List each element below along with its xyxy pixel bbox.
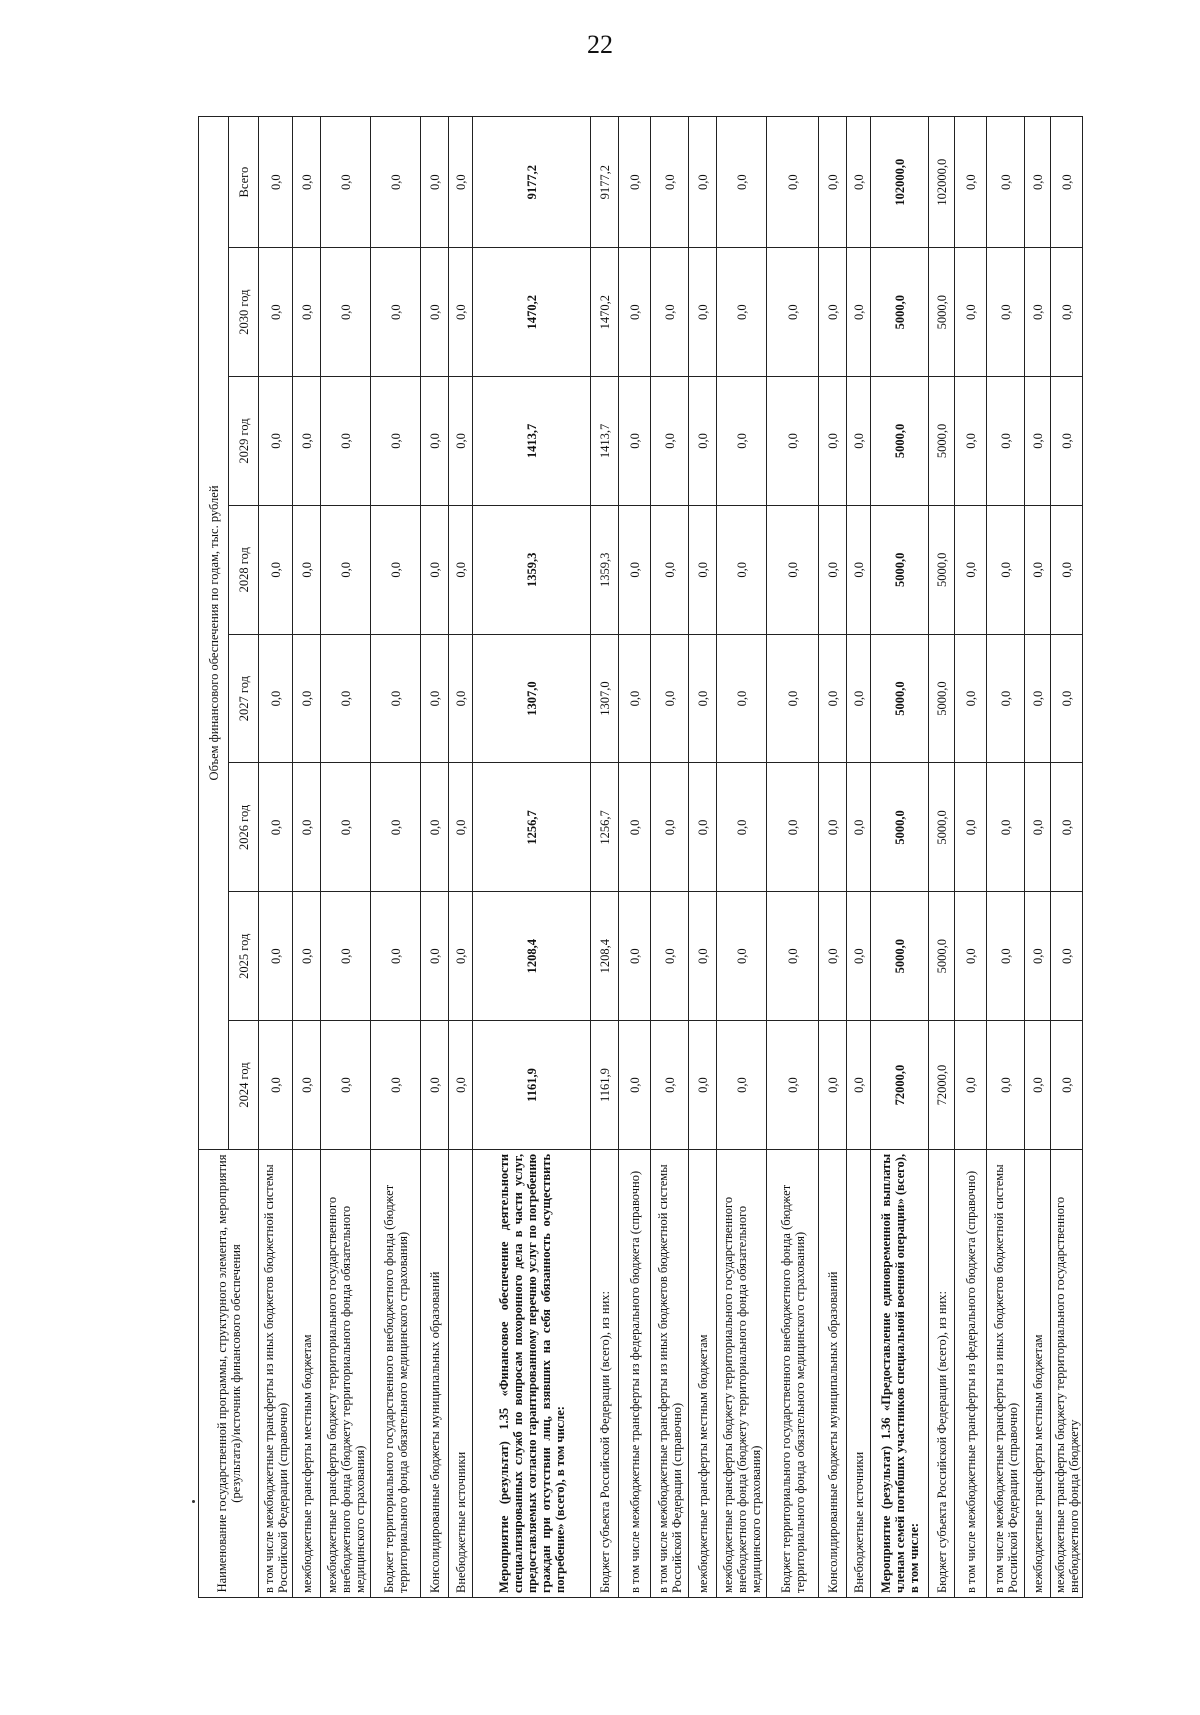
table-row xyxy=(871,117,929,1598)
row-year-value: 0,0 xyxy=(1025,892,1051,1021)
row-year-value: 1208,4 xyxy=(473,892,591,1021)
header-year: 2025 год xyxy=(229,892,259,1021)
row-year-value: 1256,7 xyxy=(473,763,591,892)
row-year-value: 0,0 xyxy=(955,377,987,506)
row-year-value: 0,0 xyxy=(1051,634,1083,763)
row-year-value: 0,0 xyxy=(717,377,767,506)
row-total-value: 0,0 xyxy=(819,117,847,248)
row-year-value: 0,0 xyxy=(619,1021,651,1150)
row-year-value: 1256,7 xyxy=(591,763,619,892)
row-label: межбюджетные трансферты бюджету территориального государственного внебюджетного фонда (бюджету xyxy=(1051,1149,1083,1597)
row-year-value: 0,0 xyxy=(717,892,767,1021)
row-year-value: 0,0 xyxy=(987,763,1025,892)
row-year-value: 0,0 xyxy=(321,634,371,763)
row-year-value: 0,0 xyxy=(987,505,1025,634)
row-year-value: 0,0 xyxy=(847,248,871,377)
row-label: Внебюджетные источники xyxy=(449,1149,473,1597)
row-year-value: 0,0 xyxy=(819,634,847,763)
row-year-value: 0,0 xyxy=(293,892,321,1021)
row-year-value: 0,0 xyxy=(847,763,871,892)
row-year-value: 0,0 xyxy=(717,634,767,763)
row-total-value: 0,0 xyxy=(651,117,689,248)
row-label: Консолидированные бюджеты муниципальных образований xyxy=(421,1149,449,1597)
header-year: 2029 год xyxy=(229,377,259,506)
row-year-value: 72000,0 xyxy=(929,1021,955,1150)
row-total-value: 9177,2 xyxy=(591,117,619,248)
row-year-value: 5000,0 xyxy=(929,634,955,763)
row-year-value: 1161,9 xyxy=(473,1021,591,1150)
row-year-value: 0,0 xyxy=(259,763,293,892)
header-year: 2027 год xyxy=(229,634,259,763)
row-year-value: 0,0 xyxy=(619,892,651,1021)
row-year-value: 5000,0 xyxy=(871,377,929,506)
table-row xyxy=(987,117,1025,1598)
row-year-value: 0,0 xyxy=(371,248,421,377)
table-row xyxy=(321,117,371,1598)
row-year-value: 0,0 xyxy=(689,505,717,634)
row-total-value: 0,0 xyxy=(955,117,987,248)
row-label: Внебюджетные источники xyxy=(847,1149,871,1597)
row-year-value: 0,0 xyxy=(1025,377,1051,506)
row-year-value: 0,0 xyxy=(421,634,449,763)
header-group-label: Объем финансового обеспечения по годам, тыс. рублей xyxy=(199,117,229,1150)
row-year-value: 0,0 xyxy=(689,1021,717,1150)
row-year-value: 5000,0 xyxy=(871,248,929,377)
table-row xyxy=(847,117,871,1598)
scan-speck xyxy=(192,1500,195,1503)
row-year-value: 0,0 xyxy=(449,248,473,377)
row-total-value: 0,0 xyxy=(421,117,449,248)
table-row xyxy=(473,117,591,1598)
table-row xyxy=(1025,117,1051,1598)
row-year-value: 0,0 xyxy=(293,1021,321,1150)
row-total-value: 0,0 xyxy=(321,117,371,248)
row-label: Мероприятие (результат) 1.35 «Финансовое обеспечение деятельности специализированных служб по вопросам похоронного дела в части услуг, предоставляемых согласно гарантированному перечню услуг по погребению граждан при отсутствии лиц, взявших на себя обязанность осуществить погребение» (всего), в том числе: xyxy=(473,1149,591,1597)
header-year: 2030 год xyxy=(229,248,259,377)
row-total-value: 0,0 xyxy=(293,117,321,248)
row-year-value: 0,0 xyxy=(767,377,819,506)
row-year-value: 0,0 xyxy=(259,248,293,377)
row-year-value: 0,0 xyxy=(987,377,1025,506)
table-row xyxy=(1051,117,1083,1598)
row-year-value: 0,0 xyxy=(321,505,371,634)
row-total-value: 102000,0 xyxy=(871,117,929,248)
row-year-value: 0,0 xyxy=(847,1021,871,1150)
row-year-value: 0,0 xyxy=(449,1021,473,1150)
row-label: Бюджет территориального государственного внебюджетного фонда (бюджет территориального фонда обязательного медицинского страхования) xyxy=(767,1149,819,1597)
row-year-value: 5000,0 xyxy=(929,763,955,892)
row-year-value: 0,0 xyxy=(767,1021,819,1150)
row-year-value: 0,0 xyxy=(689,763,717,892)
table-row xyxy=(651,117,689,1598)
row-year-value: 0,0 xyxy=(321,1021,371,1150)
row-year-value: 0,0 xyxy=(449,763,473,892)
row-year-value: 0,0 xyxy=(449,634,473,763)
row-year-value: 0,0 xyxy=(619,505,651,634)
row-year-value: 5000,0 xyxy=(929,377,955,506)
row-year-value: 5000,0 xyxy=(929,248,955,377)
row-year-value: 0,0 xyxy=(1051,892,1083,1021)
header-year: 2026 год xyxy=(229,763,259,892)
row-year-value: 0,0 xyxy=(259,892,293,1021)
row-year-value: 5000,0 xyxy=(871,634,929,763)
row-total-value: 0,0 xyxy=(689,117,717,248)
row-year-value: 0,0 xyxy=(651,505,689,634)
row-year-value: 0,0 xyxy=(955,248,987,377)
row-total-value: 0,0 xyxy=(767,117,819,248)
header-total: Всего xyxy=(229,117,259,248)
row-year-value: 1161,9 xyxy=(591,1021,619,1150)
header-name-column: Наименование государственной программы, структурного элемента, мероприятия (результата)/источник финансового обеспечения xyxy=(199,1149,259,1597)
table-body xyxy=(259,117,1083,1598)
row-year-value: 0,0 xyxy=(717,505,767,634)
row-year-value: 1208,4 xyxy=(591,892,619,1021)
row-label: межбюджетные трансферты бюджету территориального государственного внебюджетного фонда (бюджету территориального фонда обязательного медицинского страхования) xyxy=(717,1149,767,1597)
header-year: 2024 год xyxy=(229,1021,259,1150)
row-year-value: 0,0 xyxy=(987,1021,1025,1150)
row-year-value: 0,0 xyxy=(371,505,421,634)
row-year-value: 0,0 xyxy=(819,1021,847,1150)
table-row xyxy=(591,117,619,1598)
row-year-value: 0,0 xyxy=(767,634,819,763)
page-number: 22 xyxy=(587,30,613,59)
row-year-value: 0,0 xyxy=(1051,377,1083,506)
row-year-value: 0,0 xyxy=(321,248,371,377)
row-year-value: 0,0 xyxy=(421,248,449,377)
row-year-value: 0,0 xyxy=(321,763,371,892)
row-total-value: 0,0 xyxy=(1051,117,1083,248)
row-year-value: 0,0 xyxy=(619,634,651,763)
row-year-value: 72000,0 xyxy=(871,1021,929,1150)
row-year-value: 0,0 xyxy=(293,763,321,892)
row-year-value: 0,0 xyxy=(847,634,871,763)
row-year-value: 0,0 xyxy=(987,892,1025,1021)
row-year-value: 0,0 xyxy=(651,763,689,892)
row-year-value: 0,0 xyxy=(847,505,871,634)
row-total-value: 0,0 xyxy=(371,117,421,248)
table-row xyxy=(293,117,321,1598)
row-year-value: 0,0 xyxy=(449,892,473,1021)
row-label: межбюджетные трансферты местным бюджетам xyxy=(689,1149,717,1597)
table-row xyxy=(689,117,717,1598)
row-year-value: 0,0 xyxy=(321,377,371,506)
row-year-value: 0,0 xyxy=(371,892,421,1021)
row-year-value: 0,0 xyxy=(987,248,1025,377)
row-year-value: 0,0 xyxy=(651,892,689,1021)
table-row xyxy=(717,117,767,1598)
row-total-value: 0,0 xyxy=(987,117,1025,248)
row-year-value: 0,0 xyxy=(819,505,847,634)
row-year-value: 1413,7 xyxy=(591,377,619,506)
table-row xyxy=(767,117,819,1598)
row-label: Мероприятие (результат) 1.36 «Предоставление единовременной выплаты членам семей погибших участников специальной военной операции» (всего), в том числе: xyxy=(871,1149,929,1597)
row-year-value: 0,0 xyxy=(955,1021,987,1150)
row-year-value: 1470,2 xyxy=(473,248,591,377)
row-year-value: 0,0 xyxy=(1051,248,1083,377)
row-year-value: 0,0 xyxy=(819,892,847,1021)
row-year-value: 0,0 xyxy=(619,377,651,506)
row-year-value: 0,0 xyxy=(987,634,1025,763)
row-year-value: 0,0 xyxy=(689,892,717,1021)
row-label: Бюджет субъекта Российской Федерации (всего), из них: xyxy=(591,1149,619,1597)
row-year-value: 0,0 xyxy=(819,763,847,892)
table-header xyxy=(199,117,259,1598)
row-year-value: 5000,0 xyxy=(871,892,929,1021)
row-year-value: 0,0 xyxy=(717,248,767,377)
budget-table xyxy=(198,116,1083,1598)
rotated-table-container xyxy=(198,116,1081,1598)
row-year-value: 0,0 xyxy=(1025,248,1051,377)
row-year-value: 5000,0 xyxy=(929,892,955,1021)
row-year-value: 0,0 xyxy=(371,763,421,892)
row-year-value: 0,0 xyxy=(651,377,689,506)
row-year-value: 0,0 xyxy=(259,377,293,506)
row-year-value: 0,0 xyxy=(955,892,987,1021)
row-year-value: 0,0 xyxy=(1025,634,1051,763)
row-year-value: 1359,3 xyxy=(473,505,591,634)
row-year-value: 1307,0 xyxy=(591,634,619,763)
table-row xyxy=(929,117,955,1598)
row-year-value: 0,0 xyxy=(421,892,449,1021)
row-label: межбюджетные трансферты местным бюджетам xyxy=(293,1149,321,1597)
row-year-value: 0,0 xyxy=(689,377,717,506)
header-year: 2028 год xyxy=(229,505,259,634)
row-year-value: 0,0 xyxy=(651,634,689,763)
row-total-value: 0,0 xyxy=(847,117,871,248)
row-year-value: 0,0 xyxy=(1051,763,1083,892)
row-label: в том числе межбюджетные трансферты из иных бюджетов бюджетной системы Российской Федерации (справочно) xyxy=(987,1149,1025,1597)
table-row xyxy=(955,117,987,1598)
row-year-value: 0,0 xyxy=(259,634,293,763)
row-year-value: 0,0 xyxy=(619,763,651,892)
row-year-value: 0,0 xyxy=(421,1021,449,1150)
row-label: Бюджет субъекта Российской Федерации (всего), из них: xyxy=(929,1149,955,1597)
table-row xyxy=(819,117,847,1598)
row-label: Консолидированные бюджеты муниципальных образований xyxy=(819,1149,847,1597)
table-row xyxy=(421,117,449,1598)
row-year-value: 0,0 xyxy=(651,248,689,377)
row-year-value: 0,0 xyxy=(1051,1021,1083,1150)
row-year-value: 0,0 xyxy=(1051,505,1083,634)
row-year-value: 0,0 xyxy=(955,505,987,634)
row-year-value: 1470,2 xyxy=(591,248,619,377)
row-year-value: 0,0 xyxy=(689,634,717,763)
row-year-value: 0,0 xyxy=(619,248,651,377)
row-year-value: 0,0 xyxy=(293,248,321,377)
row-label: в том числе межбюджетные трансферты из федерального бюджета (справочно) xyxy=(955,1149,987,1597)
row-year-value: 0,0 xyxy=(449,505,473,634)
row-year-value: 1307,0 xyxy=(473,634,591,763)
table-row xyxy=(259,117,293,1598)
row-total-value: 0,0 xyxy=(717,117,767,248)
row-total-value: 9177,2 xyxy=(473,117,591,248)
row-year-value: 0,0 xyxy=(421,505,449,634)
row-year-value: 0,0 xyxy=(449,377,473,506)
row-year-value: 0,0 xyxy=(717,763,767,892)
row-year-value: 0,0 xyxy=(689,248,717,377)
table-row xyxy=(449,117,473,1598)
row-year-value: 0,0 xyxy=(767,892,819,1021)
row-total-value: 0,0 xyxy=(619,117,651,248)
row-year-value: 5000,0 xyxy=(871,763,929,892)
row-year-value: 0,0 xyxy=(421,763,449,892)
table-row xyxy=(619,117,651,1598)
row-label: в том числе межбюджетные трансферты из иных бюджетов бюджетной системы Российской Федерации (справочно) xyxy=(259,1149,293,1597)
row-year-value: 0,0 xyxy=(819,248,847,377)
row-label: в том числе межбюджетные трансферты из федерального бюджета (справочно) xyxy=(619,1149,651,1597)
row-total-value: 0,0 xyxy=(1025,117,1051,248)
row-label: в том числе межбюджетные трансферты из иных бюджетов бюджетной системы Российской Федерации (справочно) xyxy=(651,1149,689,1597)
row-year-value: 0,0 xyxy=(955,634,987,763)
row-year-value: 0,0 xyxy=(293,634,321,763)
row-year-value: 0,0 xyxy=(371,1021,421,1150)
row-year-value: 0,0 xyxy=(259,1021,293,1150)
row-label: Бюджет территориального государственного внебюджетного фонда (бюджет территориального фонда обязательного медицинского страхования) xyxy=(371,1149,421,1597)
row-label: межбюджетные трансферты бюджету территориального государственного внебюджетного фонда (бюджету территориального фонда обязательного медицинского страхования) xyxy=(321,1149,371,1597)
row-year-value: 0,0 xyxy=(321,892,371,1021)
row-year-value: 0,0 xyxy=(1025,1021,1051,1150)
row-year-value: 0,0 xyxy=(717,1021,767,1150)
row-year-value: 0,0 xyxy=(371,634,421,763)
row-year-value: 0,0 xyxy=(1025,763,1051,892)
table-row xyxy=(371,117,421,1598)
row-year-value: 0,0 xyxy=(371,377,421,506)
row-year-value: 0,0 xyxy=(293,505,321,634)
row-year-value: 0,0 xyxy=(651,1021,689,1150)
row-year-value: 0,0 xyxy=(767,763,819,892)
row-year-value: 0,0 xyxy=(421,377,449,506)
row-year-value: 0,0 xyxy=(1025,505,1051,634)
row-year-value: 0,0 xyxy=(955,763,987,892)
row-year-value: 1359,3 xyxy=(591,505,619,634)
row-total-value: 102000,0 xyxy=(929,117,955,248)
row-year-value: 0,0 xyxy=(847,892,871,1021)
row-total-value: 0,0 xyxy=(259,117,293,248)
row-year-value: 5000,0 xyxy=(871,505,929,634)
row-year-value: 0,0 xyxy=(767,248,819,377)
row-year-value: 0,0 xyxy=(847,377,871,506)
row-year-value: 0,0 xyxy=(293,377,321,506)
row-total-value: 0,0 xyxy=(449,117,473,248)
row-year-value: 0,0 xyxy=(819,377,847,506)
row-year-value: 1413,7 xyxy=(473,377,591,506)
row-year-value: 0,0 xyxy=(767,505,819,634)
row-year-value: 5000,0 xyxy=(929,505,955,634)
row-year-value: 0,0 xyxy=(259,505,293,634)
row-label: межбюджетные трансферты местным бюджетам xyxy=(1025,1149,1051,1597)
